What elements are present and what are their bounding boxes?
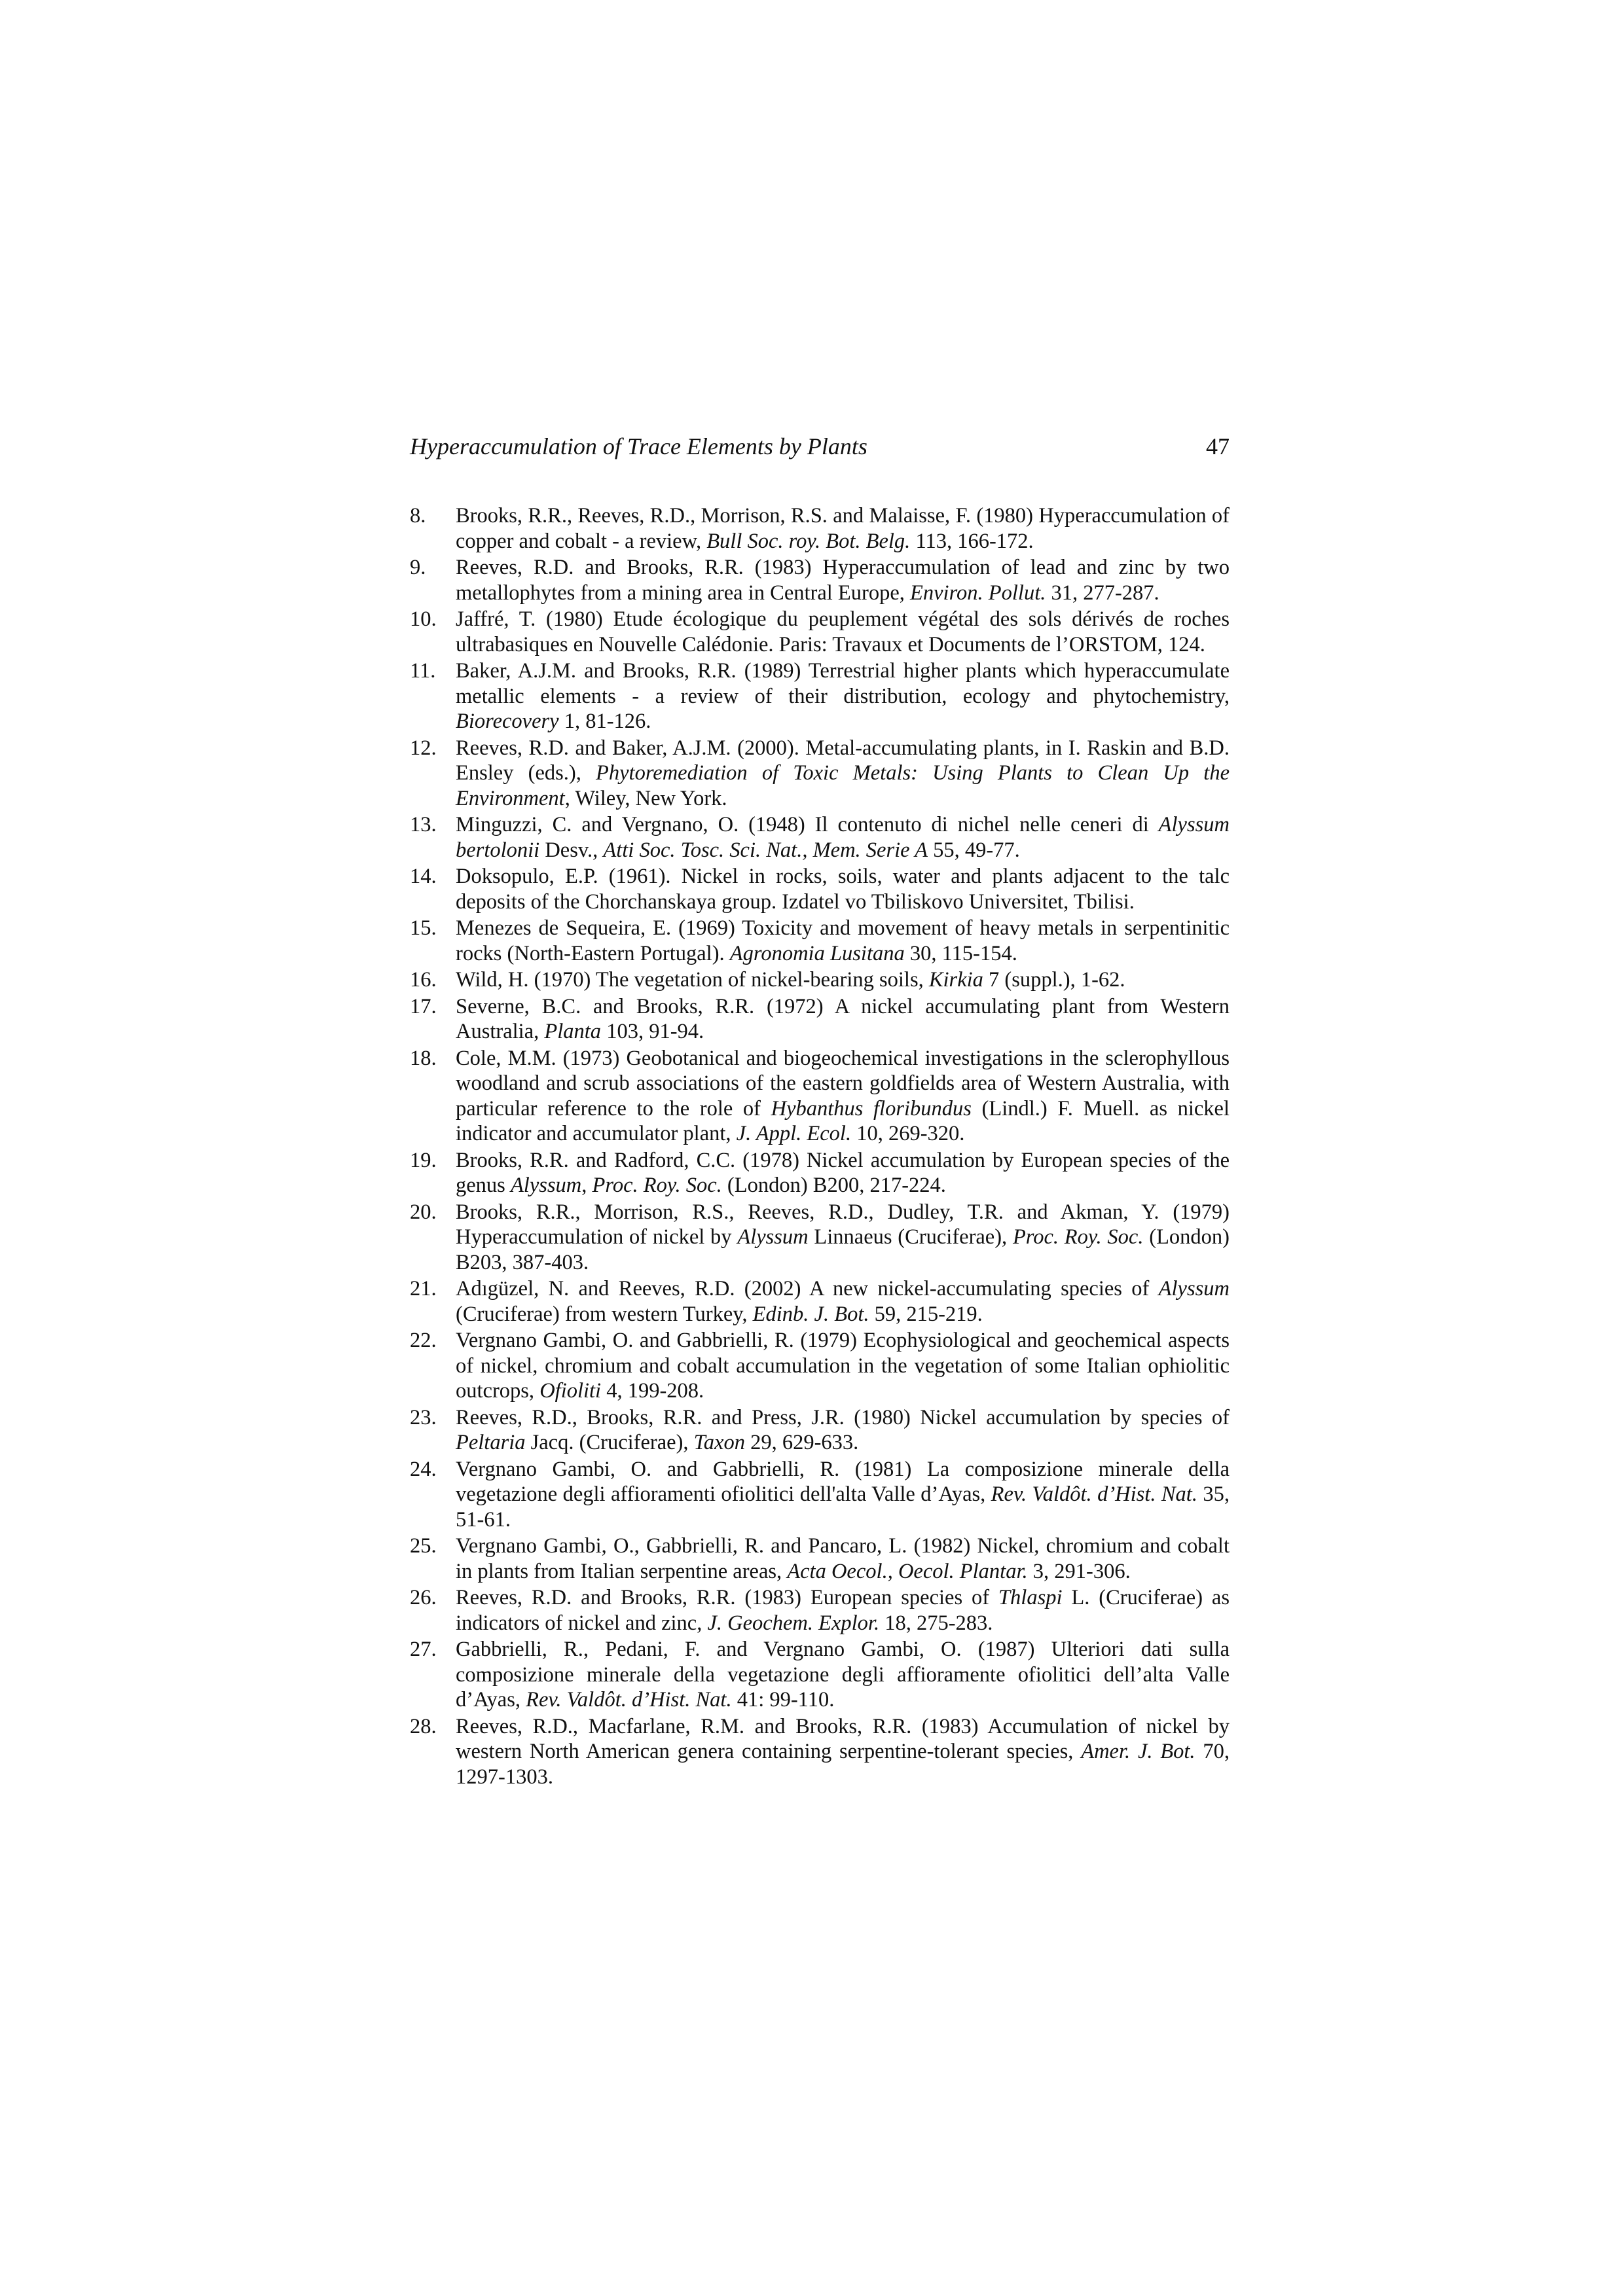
reference-italic-text: Alyssum bbox=[1158, 1277, 1230, 1300]
reference-item bbox=[410, 994, 1230, 1045]
reference-italic-text: Taxon bbox=[693, 1431, 745, 1454]
reference-text: Severne, B.C. and Brooks, R.R. (1972) A nickel accumulating plant from Western Australia, bbox=[456, 994, 1230, 1043]
reference-item bbox=[410, 1328, 1230, 1404]
reference-text: 7 (suppl.), 1-62. bbox=[983, 968, 1125, 992]
reference-number: 19. bbox=[410, 1148, 437, 1172]
reference-italic-text: Rev. Valdôt. d’Hist. Nat. bbox=[991, 1482, 1197, 1506]
reference-italic-text: Atti Soc. Tosc. Sci. Nat., Mem. Serie A bbox=[603, 838, 928, 862]
reference-number: 12. bbox=[410, 736, 437, 760]
reference-text: Vergnano Gambi, O., Gabbrielli, R. and Pancaro, L. (1982) Nickel, chromium and cobalt in plants from Italian serpentine areas, bbox=[456, 1534, 1230, 1583]
reference-number: 8. bbox=[410, 504, 426, 528]
reference-number: 11. bbox=[410, 659, 436, 683]
reference-text: Menezes de Sequeira, E. (1969) Toxicity and movement of heavy metals in serpentinitic rocks (North-Eastern Portugal). bbox=[456, 916, 1230, 965]
reference-text: 10, 269-320. bbox=[851, 1122, 965, 1145]
reference-item bbox=[410, 967, 1230, 993]
reference-text: 1, 81-126. bbox=[558, 709, 651, 733]
reference-text: Minguzzi, C. and Vergnano, O. (1948) Il contenuto di nichel nelle ceneri di bbox=[456, 813, 1159, 836]
reference-item bbox=[410, 1714, 1230, 1790]
reference-number: 27. bbox=[410, 1638, 437, 1661]
reference-number: 28. bbox=[410, 1714, 437, 1738]
reference-text: (London) B203, 387-403. bbox=[456, 1225, 1230, 1274]
reference-number: 25. bbox=[410, 1534, 437, 1558]
reference-italic-text: Alyssum bbox=[737, 1225, 809, 1249]
reference-text: 70, 1297-1303. bbox=[456, 1740, 1230, 1789]
reference-number: 14. bbox=[410, 865, 437, 888]
reference-item bbox=[410, 503, 1230, 554]
reference-text: 59, 215-219. bbox=[869, 1302, 983, 1326]
reference-text: Desv., bbox=[539, 838, 604, 862]
reference-item bbox=[410, 736, 1230, 812]
reference-text: Reeves, R.D. and Baker, A.J.M. (2000). Metal-accumulating plants, in I. Raskin and B.D. Ensley (eds.), bbox=[456, 736, 1230, 785]
reference-item bbox=[410, 1534, 1230, 1584]
reference-italic-text: Biorecovery bbox=[456, 709, 559, 733]
reference-item bbox=[410, 658, 1230, 734]
reference-number: 13. bbox=[410, 813, 437, 836]
reference-italic-text: Rev. Valdôt. d’Hist. Nat. bbox=[526, 1688, 732, 1712]
reference-italic-text: Phytoremediation of Toxic Metals: Using Plants to Clean Up the Environment bbox=[456, 761, 1230, 810]
reference-italic-text: Environ. Pollut. bbox=[910, 581, 1046, 605]
reference-text: Reeves, R.D., Macfarlane, R.M. and Brooks, R.R. (1983) Accumulation of nickel by western North American genera containing serpentine-tolerant species, bbox=[456, 1714, 1230, 1763]
reference-text: Brooks, R.R., Morrison, R.S., Reeves, R.D., Dudley, T.R. and Akman, Y. (1979) Hyperaccumulation of nickel by bbox=[456, 1200, 1230, 1249]
reference-italic-text: Kirkia bbox=[928, 968, 983, 992]
reference-item bbox=[410, 812, 1230, 863]
reference-text: 4, 199-208. bbox=[601, 1379, 704, 1403]
reference-text: Jacq. (Cruciferae), bbox=[525, 1431, 694, 1454]
reference-italic-text: Edinb. J. Bot. bbox=[752, 1302, 869, 1326]
reference-item bbox=[410, 864, 1230, 914]
reference-item bbox=[410, 1637, 1230, 1713]
reference-item bbox=[410, 1200, 1230, 1276]
reference-italic-text: Acta Oecol., Oecol. Plantar. bbox=[787, 1559, 1028, 1583]
reference-number: 15. bbox=[410, 916, 437, 940]
reference-text: (Cruciferae) from western Turkey, bbox=[456, 1302, 753, 1326]
reference-number: 18. bbox=[410, 1046, 437, 1070]
reference-text: L. (Cruciferae) as indicators of nickel and zinc, bbox=[456, 1586, 1230, 1635]
reference-text: Reeves, R.D. and Brooks, R.R. (1983) European species of bbox=[456, 1586, 998, 1609]
reference-italic-text: Ofioliti bbox=[539, 1379, 602, 1403]
reference-text: 3, 291-306. bbox=[1027, 1559, 1131, 1583]
reference-number: 20. bbox=[410, 1200, 437, 1224]
reference-number: 17. bbox=[410, 994, 437, 1018]
reference-text: Doksopulo, E.P. (1961). Nickel in rocks, soils, water and plants adjacent to the talc deposits of the Chorchanskaya group. Izdatel vo Tbiliskovo Universitet, Tbilisi. bbox=[456, 865, 1230, 914]
reference-item bbox=[410, 1046, 1230, 1147]
reference-text: 31, 277-287. bbox=[1046, 581, 1159, 605]
reference-number: 10. bbox=[410, 607, 437, 631]
reference-text: 55, 49-77. bbox=[927, 838, 1020, 862]
reference-number: 26. bbox=[410, 1586, 437, 1609]
reference-number: 21. bbox=[410, 1277, 437, 1300]
reference-number: 16. bbox=[410, 968, 437, 992]
reference-number: 22. bbox=[410, 1329, 437, 1352]
reference-item bbox=[410, 555, 1230, 605]
reference-italic-text: Alyssum bbox=[510, 1174, 582, 1197]
reference-text: 29, 629-633. bbox=[744, 1431, 859, 1454]
reference-item bbox=[410, 1276, 1230, 1327]
reference-text: Reeves, R.D., Brooks, R.R. and Press, J.R. (1980) Nickel accumulation by species of bbox=[456, 1405, 1230, 1429]
reference-italic-text: Planta bbox=[544, 1020, 602, 1043]
reference-item bbox=[410, 916, 1230, 966]
reference-italic-text: Agronomia Lusitana bbox=[729, 941, 905, 965]
reference-text: , Wiley, New York. bbox=[564, 786, 727, 810]
reference-text: 103, 91-94. bbox=[601, 1020, 704, 1043]
reference-number: 23. bbox=[410, 1405, 437, 1429]
reference-italic-text: Thlaspi bbox=[998, 1586, 1063, 1609]
reference-text: Jaffré, T. (1980) Etude écologique du peuplement végétal des sols dérivés de roches ultrabasiques en Nouvelle Calédonie. Paris: Travaux et Documents de l’ORSTOM, 124. bbox=[456, 607, 1230, 656]
reference-text: (London) B200, 217-224. bbox=[721, 1174, 946, 1197]
reference-list bbox=[410, 503, 1230, 1791]
reference-item bbox=[410, 607, 1230, 657]
reference-text: Linnaeus (Cruciferae), bbox=[808, 1225, 1013, 1249]
reference-italic-text: J. Geochem. Explor. bbox=[707, 1611, 880, 1635]
reference-text: Baker, A.J.M. and Brooks, R.R. (1989) Terrestrial higher plants which hyperaccumulate metallic elements - a review of their distribution, ecology and phytochemistry, bbox=[456, 659, 1230, 708]
reference-number: 9. bbox=[410, 556, 426, 579]
reference-text: Reeves, R.D. and Brooks, R.R. (1983) Hyperaccumulation of lead and zinc by two metallophytes from a mining area in Central Europe, bbox=[456, 556, 1230, 605]
reference-text: , bbox=[581, 1174, 593, 1197]
reference-number: 24. bbox=[410, 1457, 437, 1481]
reference-text: Gabbrielli, R., Pedani, F. and Vergnano Gambi, O. (1987) Ulteriori dati sulla composizione minerale della vegetazione degli affioramente ofiolitici dell’alta Valle d’Ayas, bbox=[456, 1638, 1230, 1712]
reference-text: Brooks, R.R., Reeves, R.D., Morrison, R.S. and Malaisse, F. (1980) Hyperaccumulation of copper and cobalt - a review, bbox=[456, 504, 1230, 553]
reference-text: Brooks, R.R. and Radford, C.C. (1978) Nickel accumulation by European species of the genus bbox=[456, 1148, 1230, 1197]
reference-text: Vergnano Gambi, O. and Gabbrielli, R. (1981) La composizione minerale della vegetazione degli affioramenti ofiolitici dell'alta Valle d’Ayas, bbox=[456, 1457, 1230, 1506]
reference-item bbox=[410, 1148, 1230, 1198]
reference-italic-text: Proc. Roy. Soc. bbox=[592, 1174, 722, 1197]
reference-text: 113, 166-172. bbox=[910, 529, 1034, 553]
reference-italic-text: Proc. Roy. Soc. bbox=[1012, 1225, 1144, 1249]
reference-italic-text: Hybanthus floribundus bbox=[771, 1096, 972, 1121]
reference-italic-text: Amer. J. Bot. bbox=[1081, 1740, 1195, 1763]
reference-text: Cole, M.M. (1973) Geobotanical and biogeochemical investigations in the sclerophyllous woodland and scrub associations of the eastern goldfields area of Western Australia, with particular reference to the role of bbox=[456, 1046, 1230, 1121]
reference-text: Adıgüzel, N. and Reeves, R.D. (2002) A new nickel-accumulating species of bbox=[456, 1277, 1159, 1300]
reference-text: Vergnano Gambi, O. and Gabbrielli, R. (1979) Ecophysiological and geochemical aspects of nickel, chromium and cobalt accumulation in the vegetation of some Italian ophiolitic outcrops, bbox=[456, 1329, 1230, 1403]
reference-item bbox=[410, 1405, 1230, 1456]
reference-item bbox=[410, 1457, 1230, 1533]
page-number: 47 bbox=[1206, 433, 1230, 459]
reference-item bbox=[410, 1585, 1230, 1636]
reference-text: (Lindl.) F. Muell. as nickel indicator and accumulator plant, bbox=[456, 1096, 1230, 1145]
reference-text: 41: 99-110. bbox=[731, 1688, 835, 1712]
reference-text: Wild, H. (1970) The vegetation of nickel-bearing soils, bbox=[456, 968, 929, 992]
reference-italic-text: Bull Soc. roy. Bot. Belg. bbox=[706, 529, 911, 553]
reference-italic-text: Peltaria bbox=[456, 1431, 526, 1454]
reference-text: 18, 275-283. bbox=[879, 1611, 993, 1635]
running-header bbox=[410, 432, 1230, 471]
reference-text: 35, 51-61. bbox=[456, 1482, 1230, 1532]
reference-italic-text: Alyssum bertolonii bbox=[456, 813, 1230, 862]
reference-italic-text: J. Appl. Ecol. bbox=[736, 1122, 852, 1145]
reference-text: 30, 115-154. bbox=[904, 941, 1017, 965]
running-title: Hyperaccumulation of Trace Elements by Plants bbox=[410, 433, 867, 459]
